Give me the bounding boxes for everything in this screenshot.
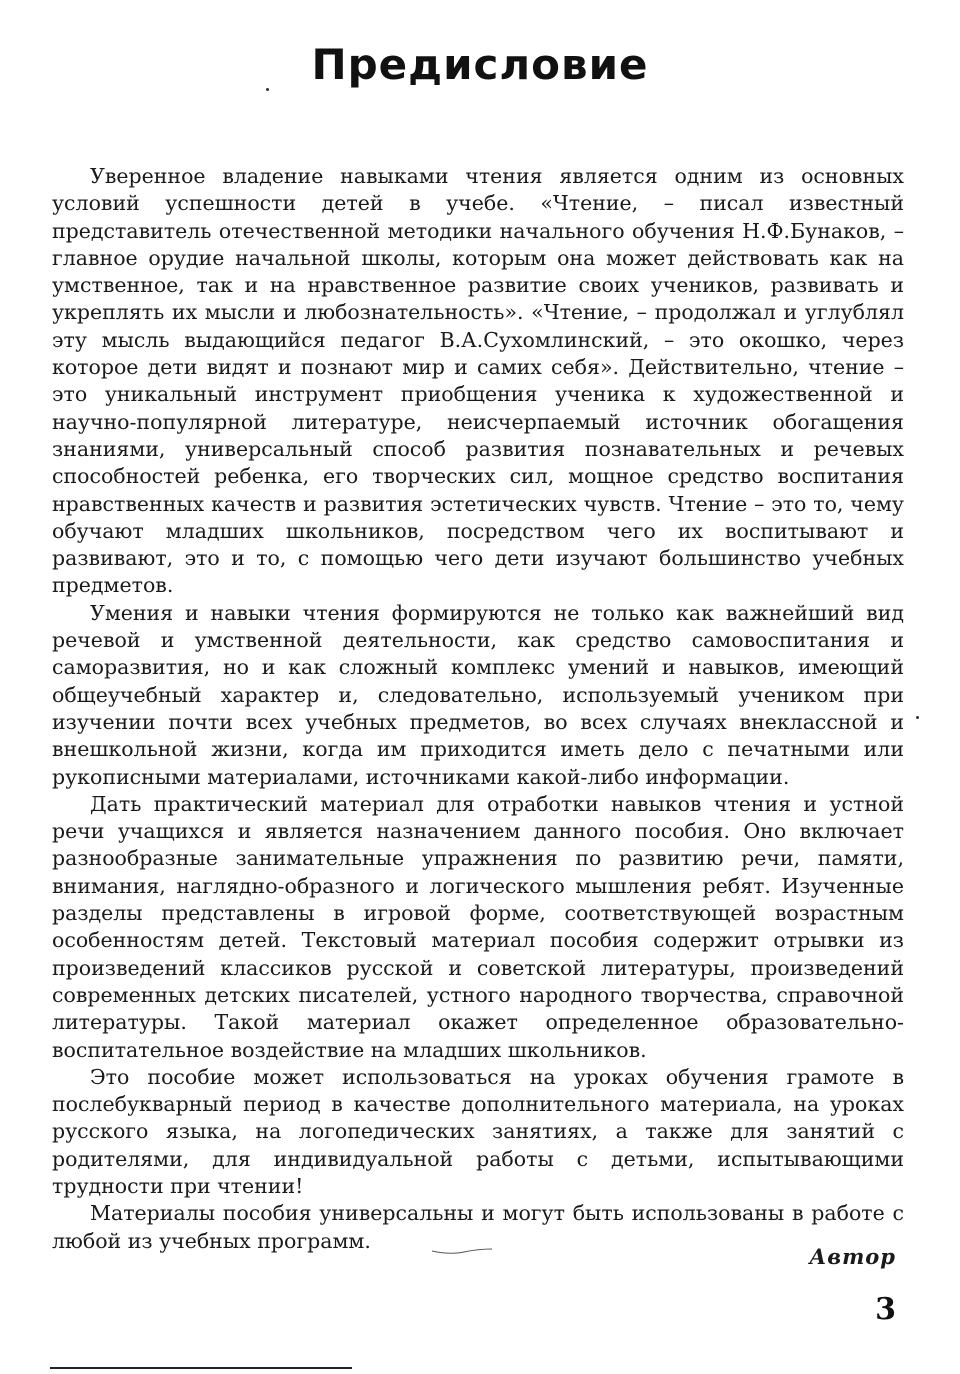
scan-dot xyxy=(916,716,919,719)
paragraph-3: Дать практический материал для отработки навыков чтения и устной речи учащихся и является назначением данного пособия. Оно включает разнообразные занимательные упражнения по развитию речи, памяти, внимания, наглядно-образного и логического мышления ребят. Изученные разделы представлены в игровой форме, соответствующей возрастным особенностям детей. Текстовый материал пособия содержит отрывки из произведений классиков русской и советской литературы, произведений современных детских писателей, устного народного творчества, справочной литературы. Такой материал окажет определенное образовательно-воспитательное воздействие на младших школьников. xyxy=(52,791,904,1062)
scan-dot xyxy=(266,88,269,91)
page-title: Предисловие xyxy=(311,40,649,89)
paragraph-5: Материалы пособия универсальны и могут быть использованы в работе с любой из учебных программ. xyxy=(52,1201,904,1253)
paragraph-1: Уверенное владение навыками чтения является одним из основных условий успешности детей в учебе. «Чтение, – писал известный представитель отечественной методики начального обучения Н.Ф.Бунаков, – главное орудие начальной школы, которым она может действовать как на умственное, так и на нравственное развитие своих учеников, развивать и укреплять их мысли и любознательность». «Чтение, – продолжал и углублял эту мысль выдающийся педагог В.А.Сухомлинский, – это окошко, через которое дети видят и познают мир и самих себя». Действительно, чтение – это уникальный инструмент приобщения ученика к художественной и научно-популярной литературе, неисчерпаемый источник обогащения знаниями, универсальный способ развития познавательных и речевых способностей ребенка, его творческих сил, мощное средство воспитания нравственных качеств и развития эстетических чувств. Чтение – это то, чему обучают младших школьников, посредством чего их воспитывают и развивают, это и то, с помощью чего дети изучают большинство учебных предметов. xyxy=(52,164,904,598)
author-signature: Автор xyxy=(809,1244,896,1269)
paragraph-2: Умения и навыки чтения формируются не только как важнейший вид речевой и умственной деятельности, как средство самовоспитания и саморазвития, но и как сложный комплекс умений и навыков, имеющий общеучебный характер и, следовательно, используемый учеником при изучении почти всех учебных предметов, во всех случаях внеклассной и внешкольной жизни, когда им приходится иметь дело с печатными или рукописными материалами, источниками какой-либо информации. xyxy=(52,600,904,789)
body-text xyxy=(52,163,904,1255)
page-number: 3 xyxy=(875,1292,896,1327)
scan-artifact xyxy=(430,1246,494,1256)
paragraph-4: Это пособие может использоваться на уроках обучения грамоте в послебукварный период в качестве дополнительного материала, на уроках русского языка, на логопедических занятиях, а также для занятий с родителями, для индивидуальной работы с детьми, испытывающими трудности при чтении! xyxy=(52,1064,904,1198)
footer-rule xyxy=(50,1367,352,1369)
